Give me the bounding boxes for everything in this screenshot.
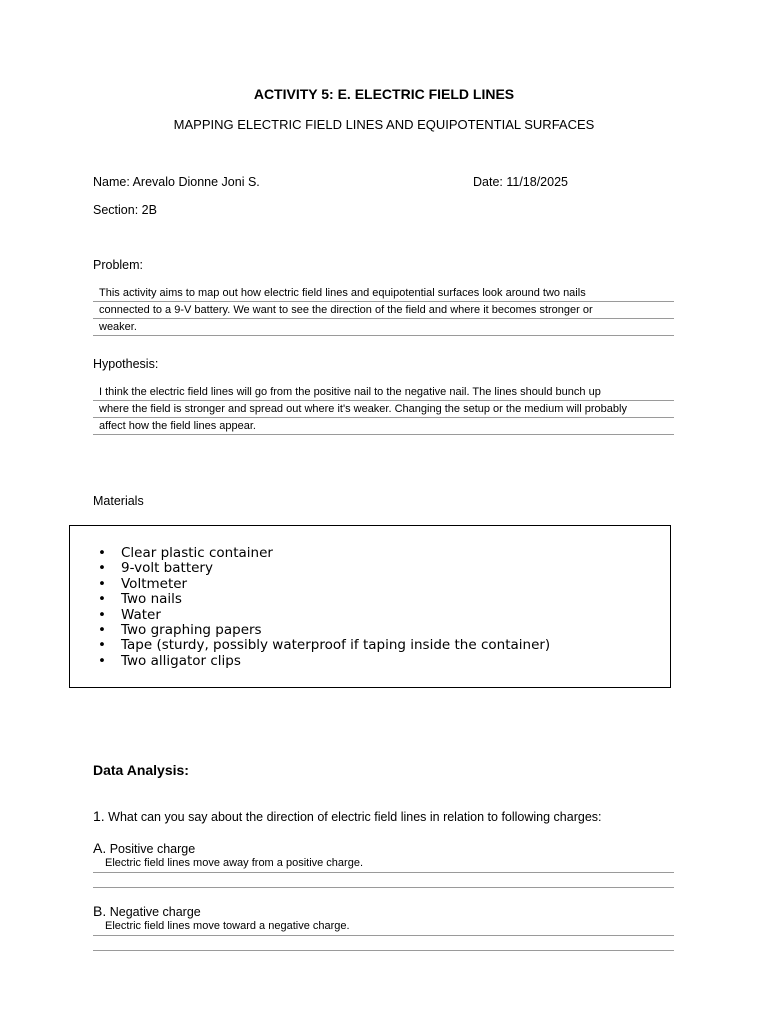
problem-line: This activity aims to map out how electric field lines and equipotential surfaces look around two nails bbox=[93, 285, 674, 302]
data-analysis-title: Data Analysis: bbox=[93, 762, 189, 778]
student-name: Name: Arevalo Dionne Joni S. bbox=[93, 175, 260, 189]
part-a-answer bbox=[93, 857, 674, 888]
hypothesis-text bbox=[93, 384, 674, 435]
question-text: What can you say about the direction of electric field lines in relation to following charges: bbox=[108, 810, 602, 824]
bullet: • bbox=[98, 652, 106, 669]
hypothesis-line: where the field is stronger and spread out where it's weaker. Changing the setup or the medium will probably bbox=[93, 401, 674, 418]
problem-label: Problem: bbox=[93, 258, 144, 272]
bullet: • bbox=[98, 622, 106, 639]
answer-line: Electric field lines move toward a negative charge. bbox=[93, 920, 674, 936]
problem-text bbox=[93, 285, 674, 336]
materials-list bbox=[98, 546, 550, 669]
bullet: • bbox=[98, 591, 106, 608]
hypothesis-label: Hypothesis: bbox=[93, 357, 159, 371]
part-letter: B. bbox=[93, 903, 107, 919]
submission-date: Date: 11/18/2025 bbox=[473, 175, 568, 189]
hypothesis-line: I think the electric field lines will go from the positive nail to the negative nail. The lines should bunch up bbox=[93, 384, 674, 401]
bullet: • bbox=[98, 637, 106, 654]
part-b-label bbox=[93, 903, 201, 919]
hypothesis-line: affect how the field lines appear. bbox=[93, 418, 674, 435]
problem-line: weaker. bbox=[93, 319, 674, 336]
list-item: • Voltmeter bbox=[98, 575, 188, 592]
problem-line: connected to a 9-V battery. We want to see the direction of the field and where it becomes stronger or bbox=[93, 302, 674, 319]
list-item: • Water bbox=[98, 606, 161, 623]
question-number: 1. bbox=[93, 808, 105, 824]
blank-answer-line bbox=[93, 873, 674, 888]
bullet: • bbox=[98, 560, 106, 577]
list-item: • 9-volt battery bbox=[98, 560, 213, 577]
part-letter: A. bbox=[93, 840, 107, 856]
part-label: Negative charge bbox=[109, 905, 201, 919]
bullet: • bbox=[98, 545, 106, 561]
part-label: Positive charge bbox=[109, 842, 196, 856]
bullet: • bbox=[98, 575, 106, 592]
list-item: • Two alligator clips bbox=[98, 652, 241, 669]
materials-box bbox=[69, 525, 671, 688]
part-a-label bbox=[93, 840, 195, 856]
list-item: • Two graphing papers bbox=[98, 622, 262, 639]
list-item: • Two nails bbox=[98, 591, 182, 608]
page-title: ACTIVITY 5: E. ELECTRIC FIELD LINES bbox=[253, 86, 515, 102]
list-item: • Clear plastic container bbox=[98, 545, 273, 561]
question-1 bbox=[93, 808, 602, 824]
student-section: Section: 2B bbox=[93, 203, 157, 217]
bullet: • bbox=[98, 606, 106, 623]
answer-line: Electric field lines move away from a positive charge. bbox=[93, 857, 674, 873]
page-subtitle: MAPPING ELECTRIC FIELD LINES AND EQUIPOTENTIAL SURFACES bbox=[173, 117, 595, 132]
blank-answer-line bbox=[93, 936, 674, 951]
list-item: • Tape (sturdy, possibly waterproof if taping inside the container) bbox=[98, 637, 551, 654]
part-b-answer bbox=[93, 920, 674, 951]
materials-label: Materials bbox=[93, 494, 144, 508]
